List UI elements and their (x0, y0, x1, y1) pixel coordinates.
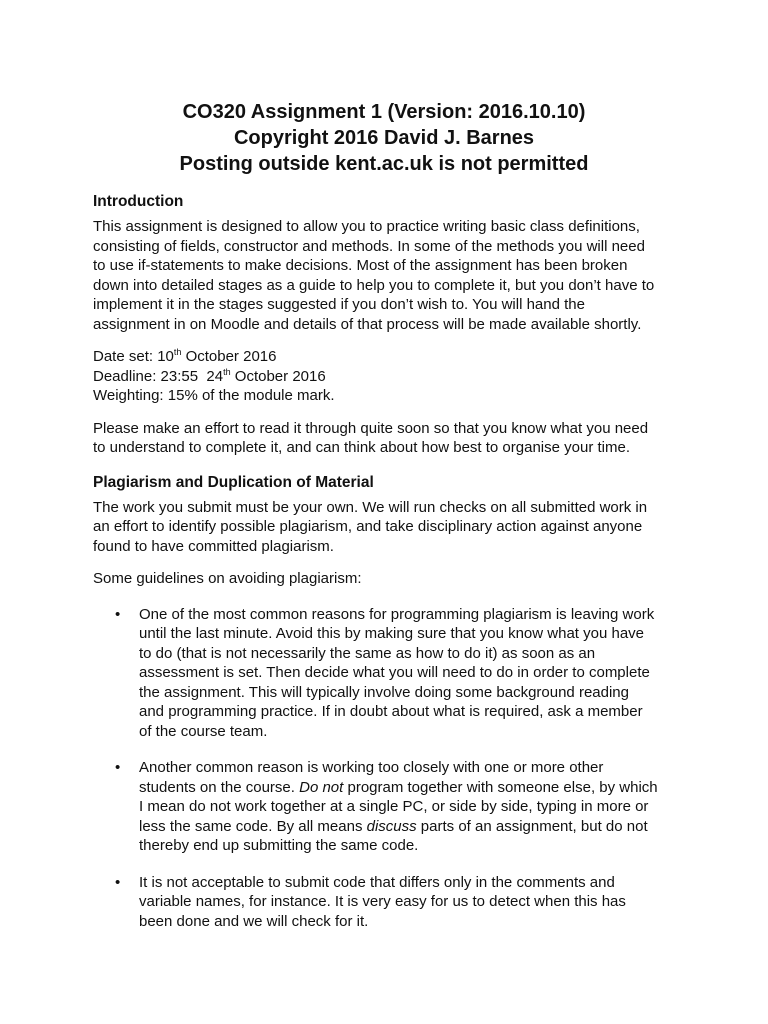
plagiarism-paragraph: The work you submit must be your own. We will run checks on all submitted work in an effort to identify possible plagiarism, and take disciplinary action against anyone found to have committed plagiarism. (93, 498, 648, 555)
introduction-heading: Introduction (93, 193, 184, 210)
dates-block (93, 347, 693, 406)
bullet-icon: • (115, 873, 121, 891)
date-set: Date set: 10th October 2016 (93, 347, 277, 365)
list-item: • It is not acceptable to submit code that differs only in the comments and variable names, for instance. It is very easy for us to detect when this has been done and we will check for it. (115, 873, 626, 930)
advice-paragraph: Please make an effort to read it through quite soon so that you know what you need to understand to complete it, and can think about how best to organise your time. (93, 419, 649, 456)
weighting: Weighting: 15% of the module mark. (93, 387, 335, 404)
guidelines-list (93, 605, 693, 932)
title-line-2: Copyright 2016 David J. Barnes (233, 127, 535, 149)
document-title-block (0, 99, 768, 177)
deadline: Deadline: 23:55 24th October 2016 (93, 366, 326, 385)
plagiarism-heading: Plagiarism and Duplication of Material (93, 473, 374, 491)
guidelines-intro: Some guidelines on avoiding plagiarism: (93, 570, 362, 587)
title-line-3: Posting outside kent.ac.uk is not permitted (179, 153, 589, 175)
document-body (93, 192, 693, 948)
bullet-icon: • (115, 605, 121, 623)
bullet-icon: • (115, 759, 121, 776)
title-line-1: CO320 Assignment 1 (Version: 2016.10.10) (182, 101, 586, 123)
list-item: • Another common reason is working too closely with one or more other students on the course. Do not program together with someone else, by which I mean do not work together at a single PC, or side by side, typing in more or less the same code. By all means discuss parts of an assignment, but do not thereby end up submitting the same code. (115, 759, 658, 854)
list-item: • One of the most common reasons for programming plagiarism is leaving work until the last minute. Avoid this by making sure that you know what you have to do (that is not necessarily the same as how to do it) as soon as an assessment is set. Then decide what you will need to do in order to complete the assignment. This will typically involve doing some background reading and programming practice. If in doubt about what is required, ask a member of the course team. (115, 605, 655, 740)
introduction-paragraph: This assignment is designed to allow you to practice writing basic class definitions, consisting of fields, constructor and methods. In some of the methods you will need to use if-statements to make decisions. Most of the assignment has been broken down into detailed stages as a guide to help you to complete it, but you don’t have to implement it in the stages suggested if you don’t wish to. You will hand the assignment in on Moodle and details of that process will be made available shortly. (93, 218, 655, 333)
